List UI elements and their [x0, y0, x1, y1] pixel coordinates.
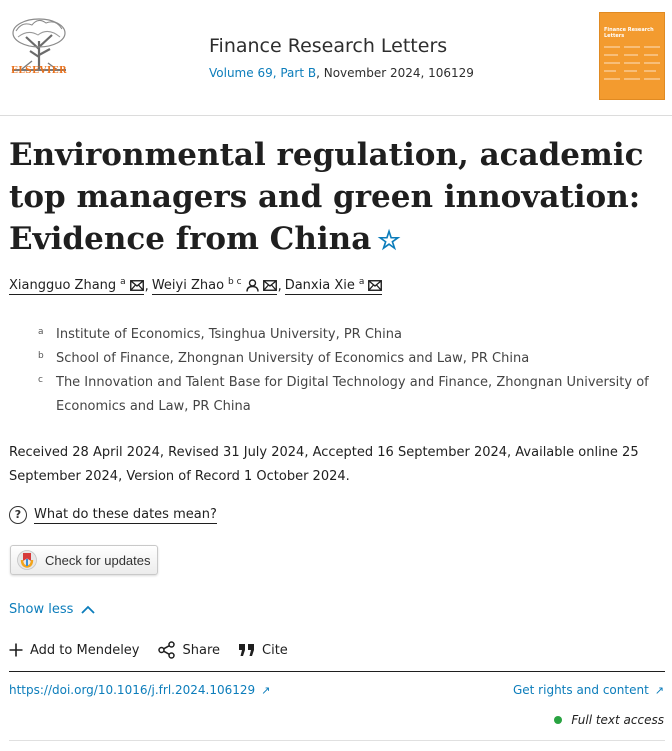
author-separator: ,	[277, 279, 282, 294]
get-rights-text: Get rights and content	[512, 683, 649, 697]
affiliation-text: Institute of Economics, Tsinghua University, PR China	[56, 327, 402, 342]
share-label: Share	[182, 642, 221, 658]
article-actions-bar	[9, 641, 306, 659]
author-link[interactable]	[152, 278, 277, 295]
check-for-updates-label: Check for updates	[45, 552, 151, 568]
quote-icon	[238, 643, 255, 657]
author-affiliation-marker: a	[120, 276, 126, 287]
author-list	[9, 278, 382, 295]
person-icon	[246, 279, 259, 292]
journal-issue-info	[209, 66, 474, 80]
access-status-dot-icon	[554, 716, 562, 724]
article-history-dates: Received 28 April 2024, Revised 31 July 2024, Accepted 16 September 2024, Available online 25 September 2024, Version of Record 1 October 2024.	[9, 445, 639, 484]
author-affiliation-marker: b c	[228, 276, 242, 287]
journal-title[interactable]: Finance Research Letters	[209, 35, 448, 57]
article-title-text: Environmental regulation, academic top managers and green innovation: Evidence from China	[9, 137, 644, 257]
affiliation-text: School of Finance, Zhongnan University of Economics and Law, PR China	[56, 351, 530, 366]
cite-label: Cite	[262, 642, 288, 658]
author-name: Xiangguo Zhang	[9, 278, 117, 293]
show-less-toggle[interactable]	[9, 602, 95, 617]
affiliation-text: The Innovation and Talent Base for Digital Technology and Finance, Zhongnan University of Economics and Law, PR China	[56, 375, 649, 414]
author-separator: ,	[144, 279, 149, 294]
affiliation-list	[38, 323, 658, 419]
access-status	[554, 713, 664, 727]
show-less-label: Show less	[9, 602, 74, 617]
affiliation-item	[38, 347, 658, 371]
doi-text: https://doi.org/10.1016/j.frl.2024.106129	[9, 683, 256, 697]
get-rights-link[interactable]	[513, 683, 664, 697]
journal-cover-image[interactable]	[599, 12, 665, 100]
plus-icon	[9, 643, 23, 657]
issue-details: , November 2024, 106129	[316, 66, 474, 80]
share-icon	[158, 641, 176, 659]
author-link[interactable]	[9, 278, 144, 295]
mail-icon	[130, 280, 144, 291]
star-icon[interactable]: ☆	[377, 226, 401, 256]
section-divider	[9, 740, 665, 741]
author-link[interactable]	[285, 278, 383, 295]
journal-masthead	[0, 0, 672, 116]
add-to-mendeley-button[interactable]	[9, 643, 140, 658]
affiliation-label: a	[38, 327, 44, 337]
crossmark-icon	[17, 550, 37, 570]
author-name: Danxia Xie	[284, 278, 355, 293]
external-arrow-icon: ↗	[654, 683, 664, 697]
share-button[interactable]	[158, 641, 221, 659]
actions-divider	[9, 671, 665, 672]
add-to-mendeley-label: Add to Mendeley	[30, 642, 140, 658]
check-for-updates-button[interactable]	[10, 545, 158, 575]
affiliation-item	[38, 323, 658, 347]
cover-title: Finance Research Letters	[604, 27, 654, 39]
publisher-wordmark: ELSEVIER	[10, 66, 68, 76]
access-status-text: Full text access	[571, 713, 664, 727]
chevron-up-icon	[81, 605, 95, 614]
author-affiliation-marker: a	[358, 276, 365, 287]
affiliation-item	[38, 371, 658, 419]
question-icon: ?	[9, 506, 27, 524]
mail-icon	[263, 280, 277, 291]
affiliation-label: b	[38, 351, 44, 361]
mail-icon	[368, 280, 382, 291]
affiliation-label: c	[38, 375, 43, 385]
cover-contents-lines	[604, 43, 662, 93]
volume-link[interactable]: Volume 69, Part B	[209, 66, 317, 80]
doi-link[interactable]	[9, 683, 270, 697]
cite-button[interactable]	[238, 643, 288, 658]
article-title	[9, 134, 649, 262]
dates-help-text: What do these dates mean?	[34, 506, 217, 522]
author-name: Weiyi Zhao	[151, 278, 225, 293]
dates-help-link[interactable]	[9, 506, 217, 524]
external-arrow-icon: ↗	[261, 683, 271, 697]
